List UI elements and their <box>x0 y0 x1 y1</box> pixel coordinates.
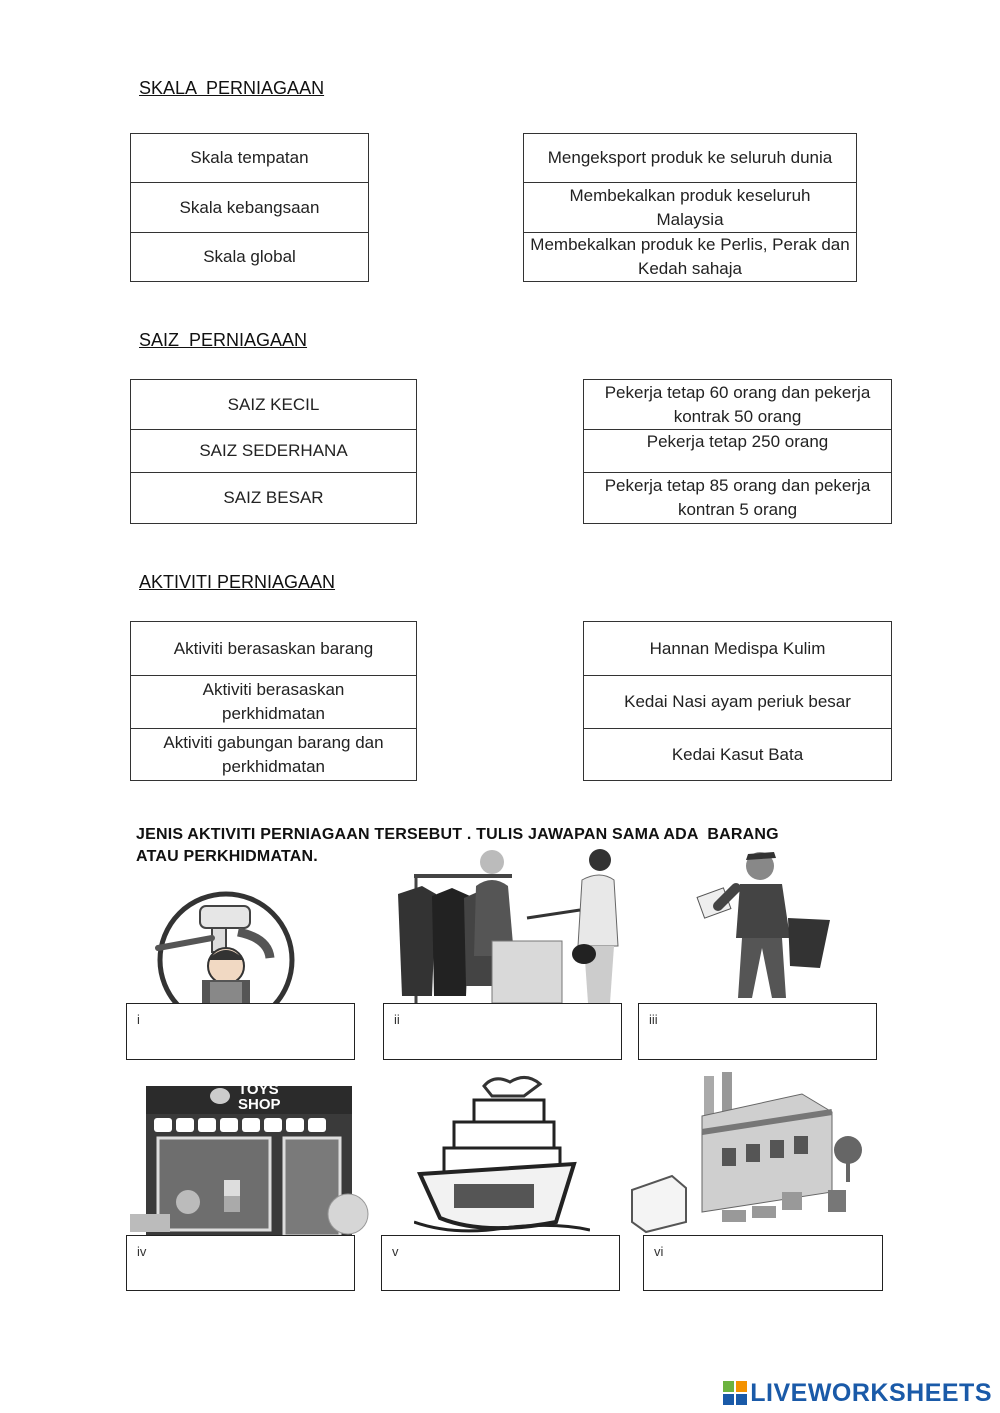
cell-saiz-left-3: SAIZ BESAR <box>223 488 324 507</box>
answer-box-iii[interactable] <box>638 1003 877 1060</box>
instruction-line-1: JENIS AKTIVITI PERNIAGAAN TERSEBUT . TULIS JAWAPAN SAMA ADA BARANG <box>136 826 779 843</box>
liveworksheets-logo <box>722 1379 992 1407</box>
table-skala-left <box>130 133 369 282</box>
answer-box-iv[interactable] <box>126 1235 355 1291</box>
answer-label-iv: iv <box>137 1244 147 1259</box>
cell-saiz-right-2: Pekerja tetap 250 orang <box>646 432 829 451</box>
cell-saiz-left-1: SAIZ KECIL <box>227 394 320 414</box>
cell-aktiviti-right-3: Kedai Kasut Bata <box>671 744 804 764</box>
heading-saiz: SAIZ PERNIAGAAN <box>139 330 308 350</box>
table-aktiviti-left <box>130 621 417 781</box>
answer-box-v[interactable] <box>381 1235 620 1291</box>
cell-aktiviti-left-1: Aktiviti berasaskan barang <box>173 638 374 658</box>
cell-skala-left-3: Skala global <box>203 247 296 266</box>
cell-aktiviti-left-3: Aktiviti gabungan barang dan perkhidmatan <box>163 732 384 776</box>
toy-shop-sign-1: TOYS <box>238 1081 279 1098</box>
cell-skala-right-1: Mengeksport produk ke seluruh dunia <box>547 148 833 167</box>
liveworksheets-logo-icon <box>722 1380 748 1406</box>
cell-skala-left-1: Skala tempatan <box>190 148 309 167</box>
table-saiz-right <box>583 379 892 524</box>
answer-box-i[interactable] <box>126 1003 355 1060</box>
answer-label-iii: iii <box>649 1012 658 1027</box>
toy-shop-picture <box>128 1072 370 1236</box>
answer-label-i: i <box>137 1012 140 1027</box>
instruction-line-2: ATAU PERKHIDMATAN. <box>136 848 318 865</box>
table-aktiviti-right <box>583 621 892 781</box>
cell-skala-left-2: Skala kebangsaan <box>179 197 320 217</box>
toy-shop-sign-2: SHOP <box>238 1096 281 1113</box>
table-saiz-left <box>130 379 417 524</box>
cell-aktiviti-left-2: Aktiviti berasaskan perkhidmatan <box>202 680 345 723</box>
clothes-shop-picture <box>392 846 624 1003</box>
cell-skala-right-2: Membekalkan produk keseluruh Malaysia <box>569 185 811 229</box>
heading-skala: SKALA PERNIAGAAN <box>139 78 325 98</box>
answer-label-vi: vi <box>654 1244 664 1259</box>
cell-saiz-left-2: SAIZ SEDERHANA <box>199 441 348 460</box>
cell-skala-right-3: Membekalkan produk ke Perlis, Perak dan Kedah sahaja <box>530 235 850 278</box>
cell-saiz-right-3: Pekerja tetap 85 orang dan pekerja kontran 5 orang <box>604 476 871 519</box>
factory-picture <box>622 1072 870 1236</box>
plumber-picture <box>150 888 300 1003</box>
cell-aktiviti-right-1: Hannan Medispa Kulim <box>649 638 826 658</box>
table-skala-right <box>523 133 857 282</box>
cell-saiz-right-1: Pekerja tetap 60 orang dan pekerja kontrak 50 orang <box>604 382 871 426</box>
answer-label-v: v <box>392 1244 399 1259</box>
postman-picture <box>690 848 840 1003</box>
answer-box-vi[interactable] <box>643 1235 883 1291</box>
cruise-ship-picture <box>414 1072 590 1236</box>
heading-aktiviti: AKTIVITI PERNIAGAAN <box>139 572 336 592</box>
answer-box-ii[interactable] <box>383 1003 622 1060</box>
answer-label-ii: ii <box>394 1012 400 1027</box>
cell-aktiviti-right-2: Kedai Nasi ayam periuk besar <box>624 692 851 711</box>
liveworksheets-logo-text: LIVEWORKSHEETS <box>750 1378 992 1407</box>
